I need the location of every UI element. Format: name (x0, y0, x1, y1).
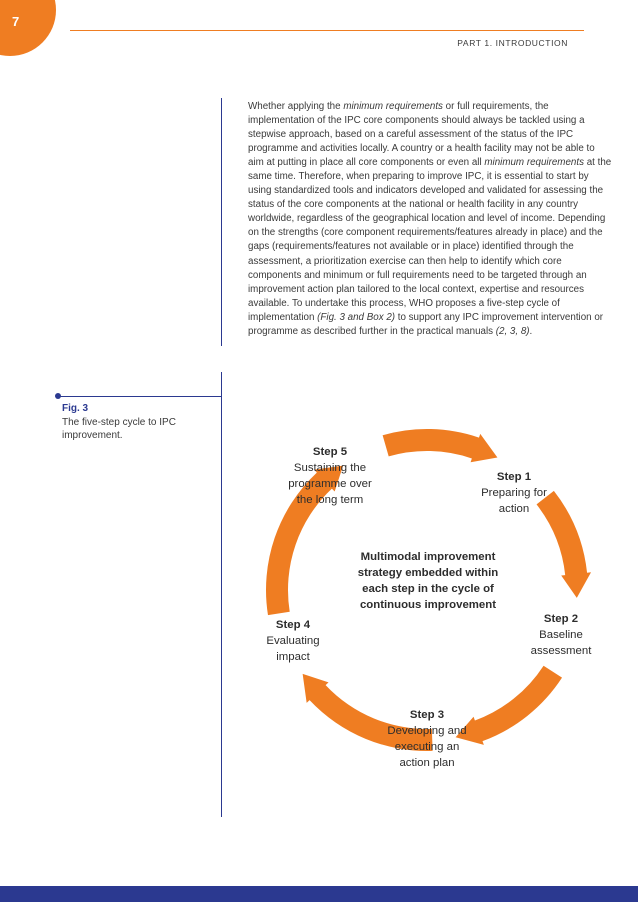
arrow-step5-to-step1 (383, 429, 498, 462)
figure-caption: The five-step cycle to IPC improvement. (62, 417, 176, 441)
page-number: 7 (12, 14, 20, 29)
step-3-title: Step 3 (409, 709, 445, 721)
cycle-center-text: Multimodal improvement strategy embedded within each step in the cycle of continuous improvement (357, 551, 499, 611)
section-label: PART 1. INTRODUCTION (457, 38, 568, 48)
step-5-description: Sustaining the programme over the long term (288, 462, 372, 506)
arrow-step2-to-step3 (456, 666, 562, 745)
step-3 (383, 707, 471, 771)
step-2-title: Step 2 (543, 613, 579, 625)
step-4-title: Step 4 (275, 619, 311, 631)
step-5-title: Step 5 (312, 446, 348, 458)
step-1-title: Step 1 (496, 471, 532, 483)
step-1-description: Preparing for action (481, 487, 547, 515)
step-4 (259, 617, 327, 665)
step-4-description: Evaluating impact (266, 635, 320, 663)
figure-label: Fig. 3 (62, 403, 89, 414)
step-1 (474, 469, 554, 517)
step-5 (286, 444, 374, 508)
step-3-description: Developing and executing an action plan (387, 725, 467, 769)
body-paragraph: Whether applying the minimum requirements or full requirements, the implementation of the IPC core components should always be tackled using a stepwise approach, based on a careful assessment of the status of the IPC programme and activities locally. A country or a health facility may not be able to aim at putting in place all core components or even all minimum requirements at the same time. Therefore, when preparing to improve IPC, it is essential to start by using standardized tools and indicators developed and validated for assessing the status of the core components at the national or health facility in any country worldwide, regardless of the geographical location and level of income. Depending on the strengths (core component requirements/features already in place) and the gaps (requirements/features not available or in place) identified through the assessment, a prioritization exercise can then help to identify which core components and minimum or full requirements need to be targeted through an improvement action plan tailored to the local context, expertise and resources available. To undertake this process, WHO proposes a five-step cycle of implementation (Fig. 3 and Box 2) to support any IPC improvement intervention or programme as described further in the practical manuals (2, 3, 8). (248, 101, 612, 337)
footer-bar (0, 886, 638, 902)
step-2-description: Baseline assessment (530, 629, 592, 657)
step-2 (524, 611, 598, 659)
